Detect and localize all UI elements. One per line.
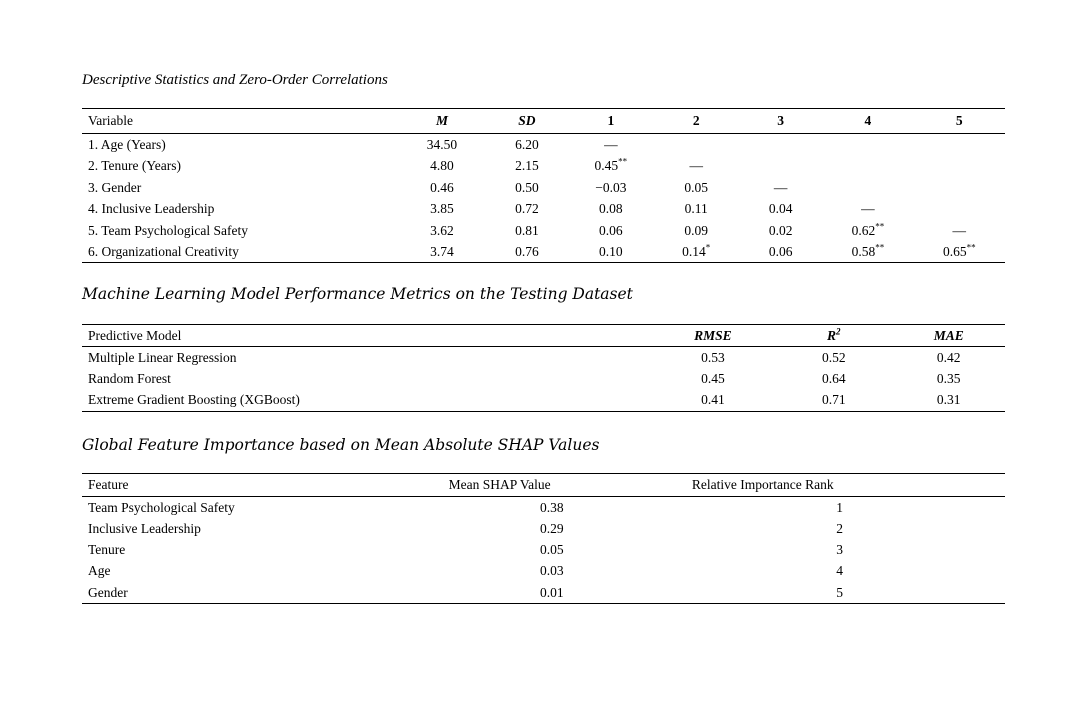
table-cell: Inclusive Leadership <box>88 521 201 537</box>
table-row <box>82 155 1005 176</box>
table-cell: 0.46 <box>430 179 454 195</box>
table-cell: 0.72 <box>515 201 539 217</box>
table-cell: 3.62 <box>430 222 454 238</box>
table-cell: 2.15 <box>515 158 539 174</box>
table-cell: 2. Tenure (Years) <box>88 158 182 174</box>
table-row <box>82 518 1005 539</box>
table-cell: — <box>604 136 618 152</box>
table-cell: 34.50 <box>426 136 458 152</box>
table-cell <box>739 134 822 156</box>
table-cell: 0.58** <box>851 242 885 259</box>
table-row <box>82 390 1005 412</box>
table-cell: 1. Age (Years) <box>88 136 166 152</box>
table-row <box>82 198 1005 219</box>
table-cell: 4 <box>836 563 843 579</box>
table2-model-performance <box>82 324 1005 412</box>
table-row <box>82 561 1005 582</box>
table2-title: Machine Learning Model Performance Metrics on the Testing Dataset <box>82 285 633 303</box>
table-cell <box>822 155 913 176</box>
superscript: 2 <box>836 326 841 337</box>
header-row <box>82 325 1005 347</box>
column-header: 2 <box>653 109 739 134</box>
table-cell: 5 <box>836 584 843 600</box>
table-cell: 0.45 <box>701 371 725 387</box>
table-cell: 5. Team Psychological Safety <box>88 222 249 238</box>
table-cell: 0.05 <box>539 542 564 558</box>
column-header: Variable <box>82 109 399 134</box>
table-cell: 0.29 <box>539 521 564 537</box>
column-header: 4 <box>822 109 913 134</box>
column-header: Relative Importance Rank <box>567 474 1005 497</box>
table-row <box>82 497 1005 519</box>
table-cell: — <box>952 222 967 238</box>
table-cell: Multiple Linear Regression <box>88 349 237 365</box>
column-header: Mean SHAP Value <box>433 474 567 497</box>
table-cell: 0.01 <box>539 584 564 600</box>
table-cell: 0.62** <box>851 221 885 238</box>
column-header: $R^2$ <box>775 325 892 347</box>
header-row <box>82 109 1005 134</box>
table-cell <box>914 198 1005 219</box>
table-cell: 4.80 <box>430 158 454 174</box>
table3-shap-importance <box>82 473 1005 604</box>
table-cell: — <box>689 158 703 174</box>
table-cell <box>914 155 1005 176</box>
data-table <box>82 108 1005 263</box>
table-row <box>82 241 1005 263</box>
significance-asterisk: ** <box>966 242 976 253</box>
column-header: 1 <box>568 109 653 134</box>
table-cell: 3 <box>836 542 843 558</box>
table-cell <box>914 177 1005 198</box>
table-cell: 0.41 <box>701 392 725 408</box>
table1-title: Descriptive Statistics and Zero-Order Correlations <box>82 72 388 88</box>
table-cell <box>739 155 822 176</box>
table-cell: 2 <box>836 521 843 537</box>
table-cell: — <box>773 179 788 195</box>
table-cell <box>822 134 913 156</box>
table-cell: 3.74 <box>430 243 454 259</box>
header-row <box>82 474 1005 497</box>
column-header: 3 <box>739 109 822 134</box>
table-cell: 0.06 <box>768 243 793 259</box>
table-cell: 0.08 <box>599 201 623 217</box>
table-cell: 0.02 <box>768 222 793 238</box>
table-row <box>82 582 1005 604</box>
column-header: MAE <box>892 325 1005 347</box>
table3-title: Global Feature Importance based on Mean Absolute SHAP Values <box>82 436 600 454</box>
table-cell: 0.53 <box>701 349 725 365</box>
table-cell: −0.03 <box>595 179 627 195</box>
column-header: RMSE <box>651 325 776 347</box>
table-cell: 0.42 <box>936 349 961 365</box>
table-cell: 0.09 <box>684 222 709 238</box>
column-header: Predictive Model <box>82 325 651 347</box>
table-row <box>82 368 1005 389</box>
significance-asterisk: ** <box>875 221 885 231</box>
column-header: M <box>399 109 486 134</box>
table-cell: Age <box>88 563 111 579</box>
table-cell: 0.04 <box>768 201 793 217</box>
table-cell: 0.81 <box>515 222 539 238</box>
data-table <box>82 324 1005 412</box>
table-cell: 0.35 <box>936 371 961 387</box>
table-cell: 0.03 <box>539 563 564 579</box>
table-cell: 1 <box>836 499 843 515</box>
table-cell: Team Psychological Safety <box>88 499 235 515</box>
table-cell: — <box>861 201 875 217</box>
significance-asterisk: ** <box>875 242 885 253</box>
table-cell: 0.65** <box>942 242 976 259</box>
table-cell: 0.14* <box>682 242 711 259</box>
column-header: 5 <box>914 109 1005 134</box>
column-header: SD <box>485 109 568 134</box>
table-cell: 0.45** <box>594 156 628 174</box>
table-cell <box>653 134 739 156</box>
table-cell: 0.38 <box>539 499 564 515</box>
column-header: Feature <box>82 474 433 497</box>
table-cell: Tenure <box>88 542 126 558</box>
table-cell: Random Forest <box>88 371 171 387</box>
table-row <box>82 134 1005 156</box>
table-cell: 0.71 <box>821 392 846 408</box>
table-cell <box>822 177 913 198</box>
table-cell: 0.31 <box>936 392 961 408</box>
table-cell: 0.05 <box>684 179 709 195</box>
table-cell: 0.10 <box>599 243 623 259</box>
data-table <box>82 473 1005 604</box>
table-cell: 0.11 <box>684 201 708 217</box>
significance-asterisk: * <box>705 242 711 253</box>
table-cell: 3.85 <box>430 201 454 217</box>
table-cell: 4. Inclusive Leadership <box>88 201 215 217</box>
table-cell: 6.20 <box>515 136 539 152</box>
table-cell: 0.50 <box>515 179 539 195</box>
table-cell: 0.52 <box>821 349 846 365</box>
table-cell: 0.76 <box>515 243 539 259</box>
table-cell <box>914 134 1005 156</box>
table-cell: 3. Gender <box>88 179 142 195</box>
table-cell: 0.64 <box>821 371 846 387</box>
table1-descriptive-statistics <box>82 108 1005 263</box>
table-cell: 0.06 <box>599 222 623 238</box>
table-row <box>82 347 1005 369</box>
significance-asterisk: ** <box>618 156 628 167</box>
table-cell: Gender <box>88 584 128 600</box>
table-cell: Extreme Gradient Boosting (XGBoost) <box>88 392 300 408</box>
table-row <box>82 539 1005 560</box>
table-row <box>82 177 1005 198</box>
table-cell: 6. Organizational Creativity <box>88 243 239 259</box>
table-row <box>82 220 1005 241</box>
